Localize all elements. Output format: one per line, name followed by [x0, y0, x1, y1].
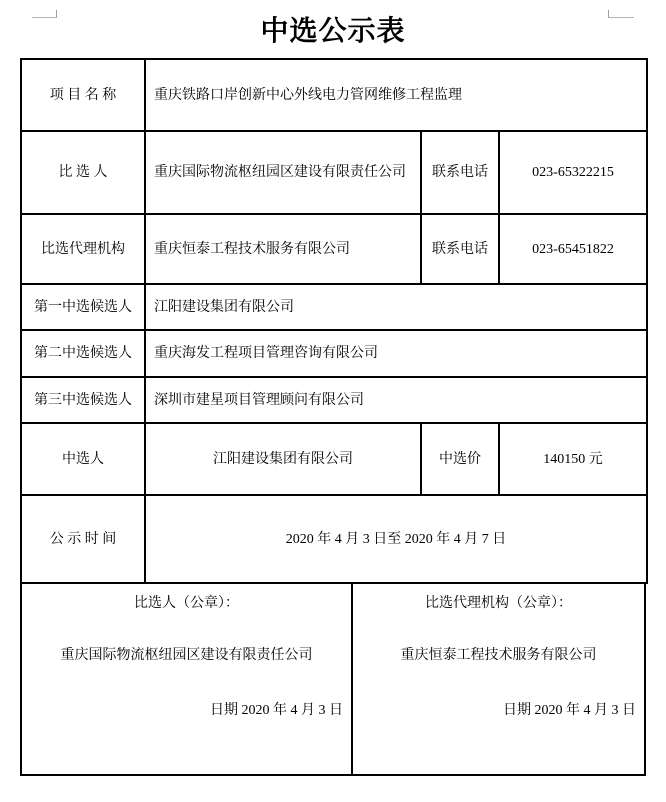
selection-publicity-table: [20, 58, 648, 584]
agency-phone-value: 023-65451822: [499, 214, 647, 284]
table-row-project: [21, 59, 647, 131]
table-row-candidate-1: [21, 284, 647, 330]
project-name-value: 重庆铁路口岸创新中心外线电力管网维修工程监理: [145, 59, 647, 131]
candidate3-label: 第三中选候选人: [21, 377, 145, 423]
winner-price-value: 140150 元: [499, 423, 647, 495]
publicity-period-label: 公 示 时 间: [21, 495, 145, 583]
page-margin-crop-mark-right: [608, 10, 634, 18]
candidate2-label: 第二中选候选人: [21, 330, 145, 377]
winner-label: 中选人: [21, 423, 145, 495]
candidate1-label: 第一中选候选人: [21, 284, 145, 330]
winner-price-label: 中选价: [421, 423, 499, 495]
agency-phone-label: 联系电话: [421, 214, 499, 284]
bidder-seal-company: 重庆国际物流枢纽园区建设有限责任公司: [60, 648, 313, 663]
agency-seal-date: 日期 2020 年 4 月 3 日: [503, 703, 636, 718]
bidder-seal-date: 日期 2020 年 4 月 3 日: [210, 703, 343, 718]
table-row-bidder: [21, 131, 647, 214]
bidder-signature-cell: [20, 584, 353, 776]
document-page: [0, 10, 666, 802]
winner-value: 江阳建设集团有限公司: [145, 423, 421, 495]
signature-section: [20, 584, 646, 776]
table-row-winner: [21, 423, 647, 495]
agency-value: 重庆恒泰工程技术服务有限公司: [145, 214, 421, 284]
agency-label: 比选代理机构: [21, 214, 145, 284]
candidate3-value: 深圳市建星项目管理顾问有限公司: [145, 377, 647, 423]
page-margin-crop-mark-left: [32, 10, 57, 18]
bidder-phone-label: 联系电话: [421, 131, 499, 214]
agency-seal-company: 重庆恒泰工程技术服务有限公司: [400, 648, 597, 663]
agency-signature-cell: [353, 584, 646, 776]
candidate1-value: 江阳建设集团有限公司: [145, 284, 647, 330]
publicity-period-value: 2020 年 4 月 3 日至 2020 年 4 月 7 日: [145, 495, 647, 583]
bidder-seal-title: 比选人（公章）：: [134, 596, 239, 611]
bidder-phone-value: 023-65322215: [499, 131, 647, 214]
table-row-candidate-2: [21, 330, 647, 377]
table-row-candidate-3: [21, 377, 647, 423]
agency-seal-title: 比选代理机构（公章）：: [425, 596, 572, 611]
bidder-value: 重庆国际物流枢纽园区建设有限责任公司: [145, 131, 421, 214]
table-row-agency: [21, 214, 647, 284]
candidate2-value: 重庆海发工程项目管理咨询有限公司: [145, 330, 647, 377]
project-name-label: 项 目 名 称: [21, 59, 145, 131]
table-row-publicity-period: [21, 495, 647, 583]
bidder-label: 比 选 人: [21, 131, 145, 214]
page-title: 中选公示表: [260, 16, 406, 47]
